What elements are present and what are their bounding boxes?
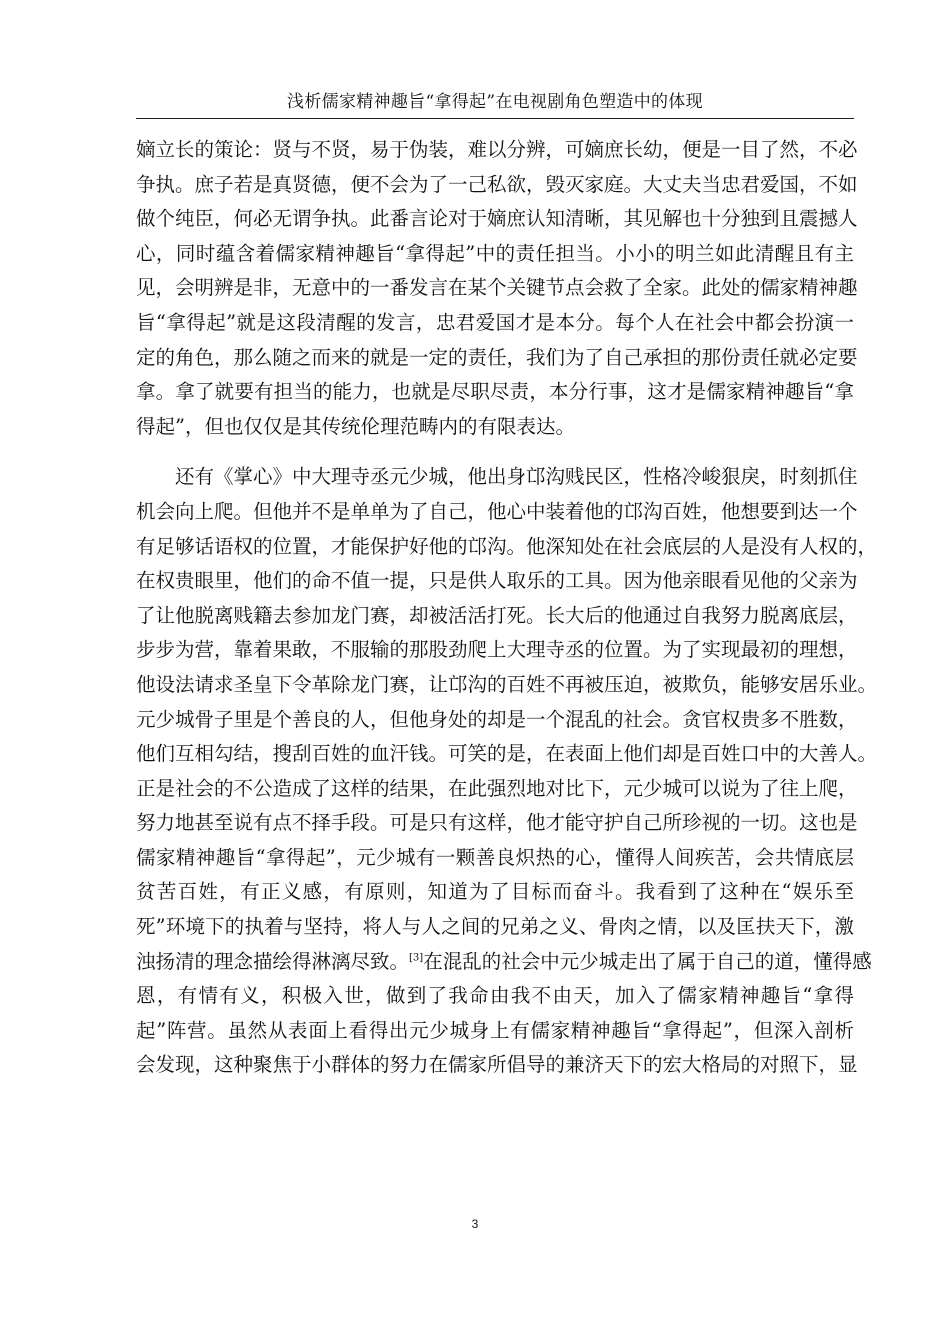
text-line: 嫡立长的策论：贤与不贤，易于伪装，难以分辨，可嫡庶长幼，便是一目了然，不必 [136, 138, 858, 161]
text-line: 做个纯臣，何必无谓争执。此番言论对于嫡庶认知清晰，其见解也十分独到且震撼人 [136, 207, 858, 231]
paragraph-1 [136, 133, 858, 444]
page-number: 3 [471, 1217, 479, 1231]
text-line: 还有《掌心》中大理寺丞元少城，他出身邙沟贱民区，性格冷峻狠戾，时刻抓住 [175, 465, 858, 489]
body-text [136, 133, 878, 1083]
text-line: 旨“拿得起”就是这段清醒的发言，忠君爱国才是本分。每个人在社会中都会扮演一 [136, 310, 854, 334]
text-line: 得起”，但也仅仅是其传统伦理范畴内的有限表达。 [136, 414, 575, 438]
text-line: 他们互相勾结，搜刮百姓的血汗钱。可笑的是，在表面上他们却是百姓口中的大善人。 [136, 742, 878, 766]
text-line: 他设法请求圣皇下令革除龙门赛，让邙沟的百姓不再被压迫，被欺负，能够安居乐业。 [136, 672, 878, 696]
text-line: 儒家精神趣旨“拿得起”，元少城有一颗善良炽热的心，懂得人间疾苦，会共情底层 [136, 845, 854, 869]
text-line: 机会向上爬。但他并不是单单为了自己，他心中装着他的邙沟百姓，他想要到达一个 [136, 499, 858, 523]
text-line: 心，同时蕴含着儒家精神趣旨“拿得起”中的责任担当。小小的明兰如此清醒且有主 [136, 241, 854, 265]
text-line: 争执。庶子若是真贤德，便不会为了一己私欲，毁灭家庭。大丈夫当忠君爱国，不如 [136, 172, 858, 196]
text-line: 定的角色，那么随之而来的就是一定的责任，我们为了自己承担的那份责任就必定要 [136, 345, 858, 369]
text-line: 起”阵营。虽然从表面上看得出元少城身上有儒家精神趣旨“拿得起”，但深入剖析 [136, 1018, 854, 1042]
text-line: 努力地甚至说有点不择手段。可是只有这样，他才能守护自己所珍视的一切。这也是 [136, 811, 858, 835]
text-line: 有足够话语权的位置，才能保护好他的邙沟。他深知处在社会底层的人是没有人权的， [136, 534, 878, 558]
paragraph-2 [136, 460, 878, 1083]
text-segment: 浊扬清的理念描绘得淋漓尽致。 [136, 949, 410, 973]
text-line: 元少城骨子里是个善良的人，但他身处的却是一个混乱的社会。贪官权贵多不胜数， [136, 707, 858, 731]
text-line: 拿。拿了就要有担当的能力，也就是尽职尽责，本分行事，这才是儒家精神趣旨“拿 [136, 380, 854, 404]
text-line-with-citation [136, 945, 872, 980]
text-line: 正是社会的不公造成了这样的结果，在此强烈地对比下，元少城可以说为了往上爬， [136, 776, 858, 800]
text-line: 死”环境下的执着与坚持，将人与人之间的兄弟之义、骨肉之情，以及匡扶天下，激 [136, 915, 854, 939]
text-line: 步步为营，靠着果敢，不服输的那股劲爬上大理寺丞的位置。为了实现最初的理想， [136, 638, 858, 662]
text-line: 见，会明辨是非，无意中的一番发言在某个关键节点会救了全家。此处的儒家精神趣 [136, 276, 858, 300]
citation-reference: [3] [409, 952, 424, 964]
text-line: 了让他脱离贱籍去参加龙门赛，却被活活打死。长大后的他通过自我努力脱离底层， [136, 603, 858, 627]
header-rule [136, 118, 854, 119]
text-line: 会发现，这种聚焦于小群体的努力在儒家所倡导的兼济天下的宏大格局的对照下，显 [136, 1053, 858, 1077]
text-line: 在权贵眼里，他们的命不值一提，只是供人取乐的工具。因为他亲眼看见他的父亲为 [136, 569, 858, 593]
text-line: 恩，有情有义，积极入世，做到了我命由我不由天，加入了儒家精神趣旨“拿得 [136, 984, 854, 1008]
text-segment: 在混乱的社会中元少城走出了属于自己的道，懂得感 [423, 949, 872, 973]
text-line: 贫苦百姓，有正义感，有原则，知道为了目标而奋斗。我看到了这种在“娱乐至 [136, 880, 854, 904]
running-header-title: 浅析儒家精神趣旨“拿得起”在电视剧角色塑造中的体现 [287, 92, 703, 112]
